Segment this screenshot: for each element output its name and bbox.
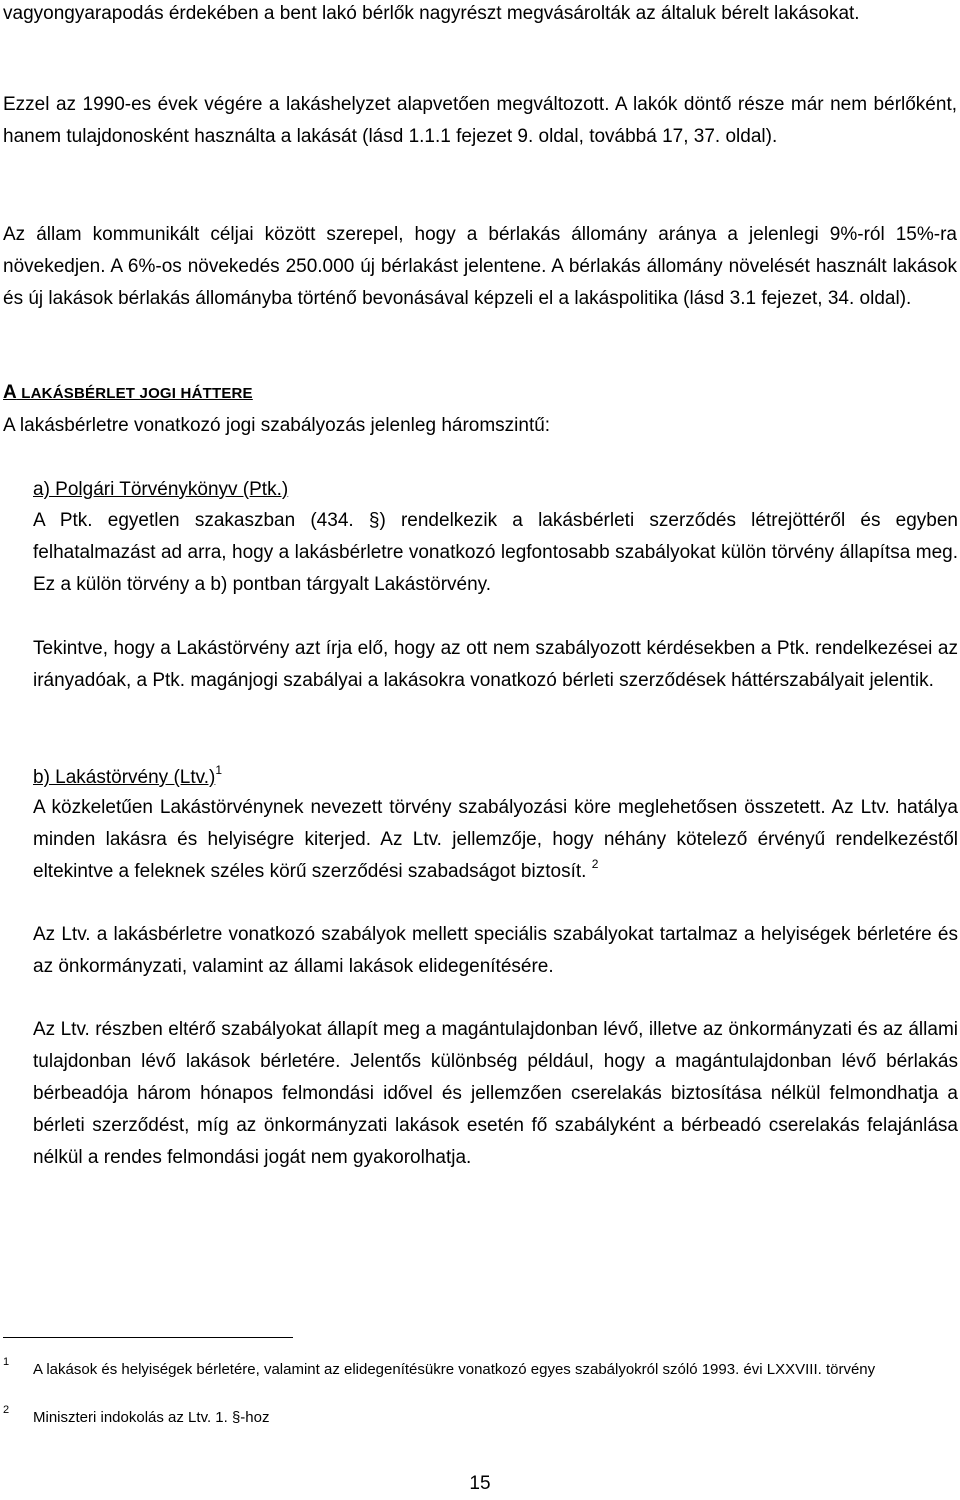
footnote-ref-1[interactable]: 1 (215, 763, 223, 777)
ptk-paragraph-2: Tekintve, hogy a Lakástörvény azt írja elő, hogy az ott nem szabályozott kérdésekben a Ptk. rendelkezései az irányadóak, a Ptk. magánjogi szabályai a lakásokra vonatkozó bérleti szerződések háttérszabályait jelentik. (33, 638, 958, 691)
page-number: 15 (469, 1473, 491, 1494)
footnote-2-number: 2 (3, 1404, 10, 1416)
footnote-separator (3, 1337, 293, 1338)
ltv-subheading: b) Lakástörvény $(Ltv.)^1$ (33, 763, 223, 788)
ptk-paragraph-1: A Ptk. egyetlen szakaszban (434. §) rendelkezik a lakásbérleti szerződés létrejöttéről és egyben felhatalmazást ad arra, hogy a lakásbérletre vonatkozó legfontosabb szabályokat külön törvény állapítsa meg. Ez a külön törvény a b) pontban tárgyalt Lakástörvény. (33, 510, 958, 595)
paragraph-state-goals: Az állam kommunikált céljai között szerepel, hogy a bérlakás állomány aránya a jelenlegi 9%-ról 15%-ra növekedjen. A 6%-os növekedés 250.000 új bérlakást jelentene. A bérlakás állomány növelését használt lakások és új lakások bérlakás állományba történő bevonásával képzeli el a lakáspolitika (lásd 3.1 fejezet, 34. oldal). (3, 224, 957, 309)
footnote-1-text: A lakások és helyiségek bérletére, valamint az elidegenítésükre vonatkozó egyes szabályokról szóló 1993. évi LXXVIII. törvény (33, 1361, 876, 1378)
ltv-paragraph-1: A közkeletűen Lakástörvénynek nevezett törvény szabályozási köre meglehetősen összetett. Az Ltv. hatálya minden lakásra és helyiségre kiterjed. Az Ltv. jellemzője, hogy néhány kötelező érvényű rendelkezéstől eltekintve a feleknek széles körű szerződési szabadságot biztosít. $^2$ (33, 797, 958, 882)
ltv-paragraph-3: Az Ltv. részben eltérő szabályokat állapít meg a magántulajdonban lévő, illetve az önkormányzati és az állami tulajdonban lévő lakások bérletére. Jelentős különbség például, hogy a magántulajdonban lévő bérlakás bérbeadója három hónapos felmondási idővel és jellemzően cserelakás biztosítása nélkül felmondhatja a bérleti szerződést, míg az önkormányzati lakások esetén fő szabályként a bérbeadó cserelakás felajánlása nélkül a rendes felmondási jogát nem gyakorolhatja. (33, 1019, 958, 1168)
ltv-paragraph-2: Az Ltv. a lakásbérletre vonatkozó szabályok mellett speciális szabályokat tartalmaz a helyiségek bérletére és az önkormányzati, valamint az állami lakások elidegenítésére. (33, 924, 958, 977)
paragraph-intro-continuation: vagyongyarapodás érdekében a bent lakó bérlők nagyrészt megvásárolták az általuk bérelt lakásokat. (3, 3, 860, 24)
footnote-ref-2[interactable]: 2 (591, 857, 599, 871)
section-intro: A lakásbérletre vonatkozó jogi szabályozás jelenleg háromszintű: (3, 415, 551, 436)
footnote-2-text: Miniszteri indokolás az Ltv. 1. §-hoz (33, 1409, 270, 1426)
paragraph-housing-change: Ezzel az 1990-es évek végére a lakáshelyzet alapvetően megváltozott. A lakók döntő része már nem bérlőként, hanem tulajdonosként használta a lakását (lásd 1.1.1 fejezet 9. oldal, továbbá 17, 37. oldal). (3, 94, 957, 147)
section-heading: A LAKÁSBÉRLET JOGI HÁTTERE (3, 382, 253, 403)
ptk-subheading: a) Polgári Törvénykönyv (Ptk.) (33, 479, 289, 500)
footnote-1-number: 1 (3, 1356, 10, 1368)
